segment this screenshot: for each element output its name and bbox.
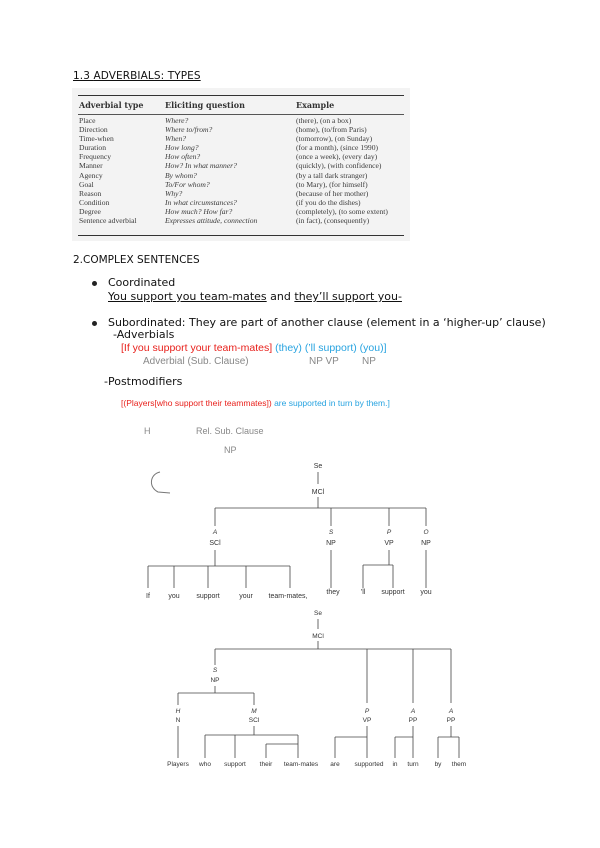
- tree1-word: you: [168, 593, 180, 600]
- main-clause-elements: (they) (’ll support) (you)]: [272, 342, 387, 354]
- cell-adverbial-type: Condition: [79, 197, 110, 207]
- tree1-word: they: [326, 589, 340, 596]
- cell-adverbial-type: Direction: [79, 125, 108, 135]
- tree2-word: by: [434, 761, 442, 768]
- cell-eliciting-question: Expresses attitude, connection: [165, 216, 258, 226]
- tree2-root-function: Se: [314, 610, 322, 617]
- cell-eliciting-question: By whom?: [165, 170, 197, 180]
- predicate-elements: are supported in turn by them.]: [271, 398, 390, 408]
- cell-eliciting-question: In what circumstances?: [165, 197, 237, 207]
- tree2-node-category: PP: [408, 717, 418, 724]
- cell-eliciting-question: How? In what manner?: [165, 161, 237, 171]
- cell-eliciting-question: How often?: [165, 152, 201, 162]
- tree1-node-function: S: [328, 529, 334, 536]
- cell-adverbial-type: Reason: [79, 188, 102, 198]
- tree-postmodifier: [167, 610, 466, 768]
- tree1-node-category: SCl: [209, 540, 221, 547]
- adverbials-label: -Adverbials: [113, 328, 175, 341]
- tree2-node-function: H: [175, 708, 181, 715]
- coordinated-clause-1: You support you team-mates: [108, 290, 267, 303]
- tree2-word: in: [392, 761, 398, 768]
- cell-example: (by a tall dark stranger): [296, 170, 368, 180]
- tree2-word: their: [259, 761, 273, 768]
- cell-adverbial-type: Goal: [79, 179, 94, 189]
- tree2-word: who: [199, 761, 211, 768]
- tree1-root-function: Se: [313, 463, 323, 470]
- cell-example: (home), (to/from Paris): [296, 125, 367, 135]
- adverbial-clause: [If you support your team-mates]: [121, 342, 273, 354]
- coordinated-clause-2: they’ll support you-: [294, 290, 402, 303]
- tree2-node-function: A: [410, 708, 416, 715]
- tree1-node-category: NP: [326, 540, 336, 547]
- table-header-type: Adverbial type: [79, 100, 144, 110]
- coordinated-label: Coordinated: [108, 276, 176, 289]
- cell-example: (for a month), (since 1990): [296, 143, 379, 153]
- tree-adverbial-clause: [146, 463, 432, 600]
- cell-eliciting-question: Why?: [165, 188, 183, 198]
- pencil-mark: [151, 472, 170, 493]
- tree1-word: support: [381, 589, 405, 596]
- tree2-word: are: [330, 761, 340, 768]
- coordinator: and: [266, 290, 295, 303]
- cell-eliciting-question: When?: [165, 134, 187, 144]
- cell-example: (once a week), (every day): [296, 152, 378, 162]
- tree1-word: support: [196, 593, 220, 600]
- tree2-np-function: S: [212, 667, 218, 674]
- cell-adverbial-type: Manner: [79, 161, 103, 171]
- tree2-word: Players: [167, 761, 189, 768]
- tree1-word: ’ll: [360, 589, 366, 596]
- section-title: ADVERBIALS: TYPES: [93, 70, 201, 82]
- annot-np-vp: NP VP: [309, 356, 339, 367]
- tree2-node-function: M: [251, 708, 257, 715]
- tree1-node-category: VP: [384, 540, 394, 547]
- tree2-node-function: P: [364, 708, 370, 715]
- postmodified-np: [(Players[who support their teammates]): [121, 398, 272, 408]
- annot-head: H: [144, 426, 151, 436]
- tree1-word: team-mates,: [268, 593, 308, 600]
- cell-example: (quickly), (with confidence): [296, 161, 382, 171]
- cell-eliciting-question: How much? How far?: [165, 206, 233, 216]
- subordinated-label: Subordinated: They are part of another clause (element in a ‘higher-up’ clause): [108, 316, 546, 329]
- cell-adverbial-type: Agency: [79, 170, 103, 180]
- tree2-word: turn: [407, 761, 419, 768]
- tree1-word: you: [420, 589, 432, 596]
- cell-example: (if you do the dishes): [296, 197, 361, 207]
- cell-eliciting-question: To/For whom?: [165, 179, 210, 189]
- cell-example: (to Mary), (for himself): [296, 179, 368, 189]
- tree2-root-node: MCl: [312, 633, 324, 640]
- tree2-word: team-mates: [283, 761, 319, 768]
- cell-adverbial-type: Place: [79, 116, 96, 125]
- cell-example: (in fact), (consequently): [296, 216, 370, 226]
- annot-np-postmod: NP: [224, 445, 237, 455]
- annot-adverbial-sub-clause: Adverbial (Sub. Clause): [143, 356, 249, 367]
- cell-example: (because of her mother): [296, 188, 369, 198]
- cell-adverbial-type: Degree: [79, 206, 101, 216]
- tree2-word: support: [224, 761, 246, 768]
- cell-eliciting-question: Where to/from?: [165, 125, 213, 135]
- cell-example: (there), (on a box): [296, 116, 352, 125]
- postmodifiers-label: -Postmodifiers: [104, 375, 183, 388]
- table-header-example: Example: [296, 100, 335, 110]
- tree2-word: supported: [354, 761, 384, 768]
- cell-adverbial-type: Frequency: [79, 152, 112, 162]
- tree1-node-function: O: [423, 529, 429, 536]
- cell-eliciting-question: How long?: [165, 143, 199, 153]
- tree1-node-function: A: [212, 529, 218, 536]
- table-header-question: Eliciting question: [165, 100, 245, 110]
- cell-example: (completely), (to some extent): [296, 206, 388, 216]
- cell-eliciting-question: Where?: [165, 116, 189, 125]
- cell-adverbial-type: Duration: [79, 143, 106, 153]
- cell-example: (tomorrow), (on Sunday): [296, 134, 373, 144]
- tree2-node-category: PP: [446, 717, 456, 724]
- annot-rel-sub-clause: Rel. Sub. Clause: [196, 426, 264, 436]
- tree1-node-function: P: [386, 529, 392, 536]
- tree1-word: If: [146, 593, 150, 600]
- tree2-word: them: [451, 761, 467, 768]
- annot-np: NP: [362, 356, 376, 367]
- cell-adverbial-type: Sentence adverbial: [79, 216, 137, 226]
- tree1-word: your: [239, 593, 253, 600]
- tree2-node-category: N: [175, 717, 181, 724]
- tree2-node-category: SCl: [248, 717, 260, 724]
- cell-adverbial-type: Time-when: [79, 134, 114, 144]
- tree2-node-category: VP: [362, 717, 372, 724]
- tree1-node-category: NP: [421, 540, 431, 547]
- section-number: 1.3: [73, 70, 94, 82]
- tree1-root-node: MCl: [311, 489, 325, 496]
- tree2-np-category: NP: [210, 677, 220, 684]
- section-heading-complex-sentences: 2.COMPLEX SENTENCES: [73, 254, 200, 266]
- tree2-node-function: A: [448, 708, 454, 715]
